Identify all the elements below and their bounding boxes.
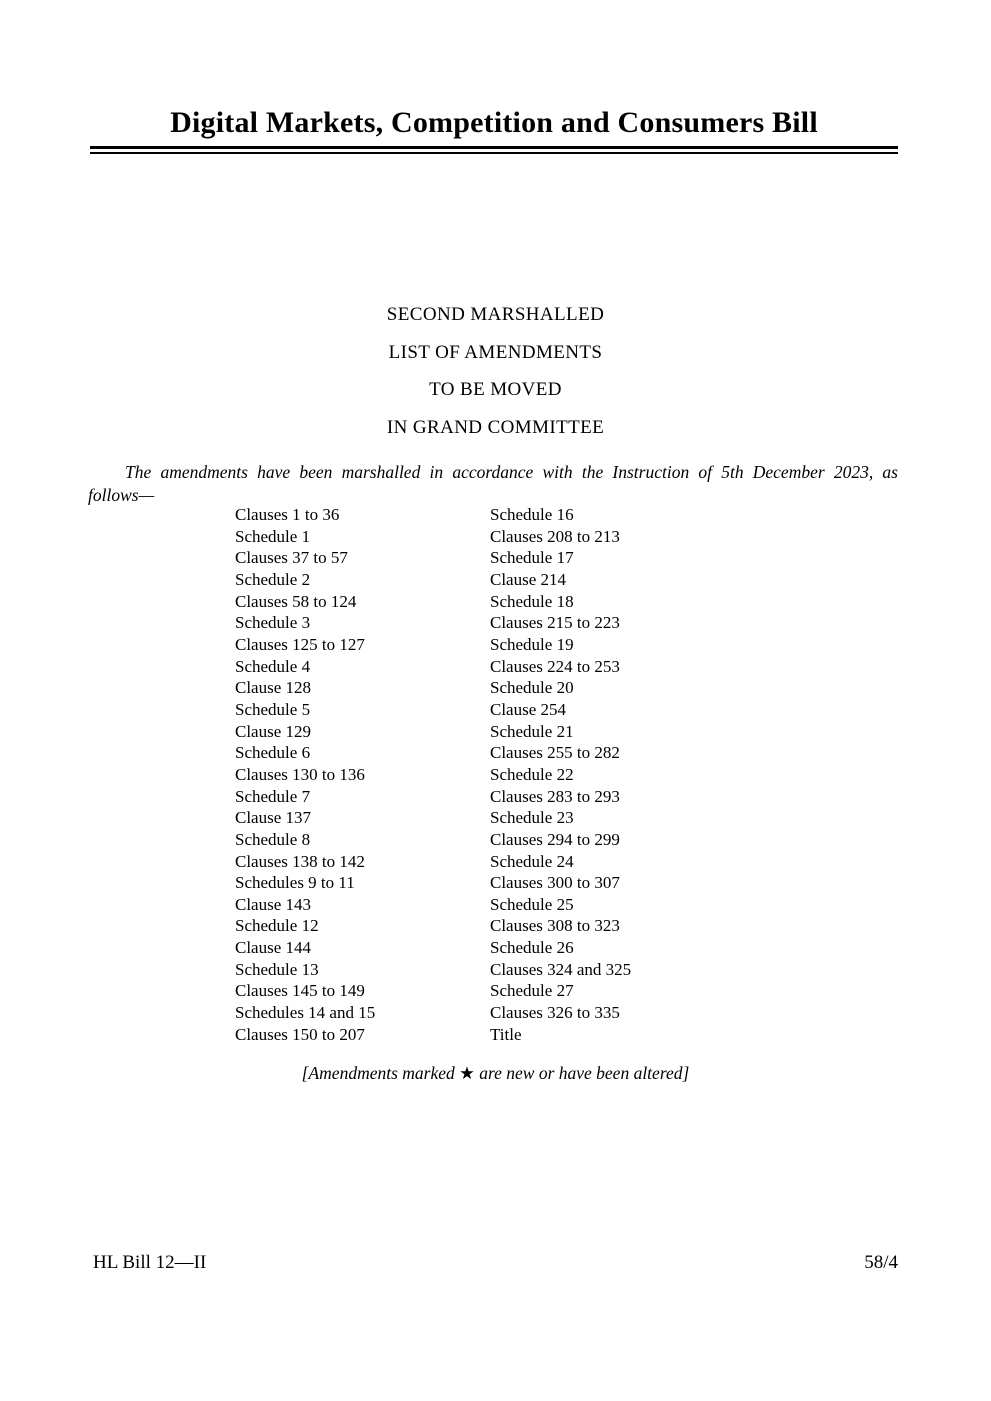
order-item: Clauses 208 to 213 — [490, 526, 620, 546]
order-item: Clauses 300 to 307 — [490, 873, 620, 893]
order-item: Schedule 13 — [235, 959, 319, 979]
order-item: Clauses 125 to 127 — [235, 634, 365, 654]
order-item: Title — [490, 1024, 522, 1044]
order-item: Clause 214 — [490, 569, 567, 589]
marshalling-right-column — [490, 504, 810, 1045]
order-item: Schedule 22 — [490, 764, 574, 784]
order-item: Clauses 37 to 57 — [235, 548, 348, 568]
order-item: Clauses 308 to 323 — [490, 916, 620, 936]
order-item: Clauses 324 and 325 — [490, 959, 632, 979]
bill-reference: HL Bill 12—II — [93, 1252, 207, 1273]
order-item: Schedule 1 — [235, 526, 311, 546]
heading-line: SECOND MARSHALLED — [386, 304, 605, 325]
order-item: Schedule 26 — [490, 938, 574, 958]
order-item: Clauses 145 to 149 — [235, 981, 365, 1001]
amendments-star-note: [Amendments marked ★ are new or have been altered] — [301, 1063, 690, 1083]
order-item: Schedule 2 — [235, 569, 311, 589]
order-item: Clauses 255 to 282 — [490, 743, 620, 763]
order-item: Schedule 7 — [235, 786, 311, 806]
bill-title: Digital Markets, Competition and Consumers Bill — [170, 106, 818, 139]
order-item: Schedule 24 — [490, 851, 574, 871]
order-item: Clause 129 — [235, 721, 312, 741]
order-item: Clauses 294 to 299 — [490, 829, 620, 849]
order-item: Clause 137 — [235, 808, 312, 828]
order-item: Clause 254 — [490, 699, 567, 719]
order-item: Schedule 17 — [490, 548, 574, 568]
order-item: Schedule 20 — [490, 678, 574, 698]
order-item: Clauses 130 to 136 — [235, 764, 365, 784]
order-item: Clauses 138 to 142 — [235, 851, 365, 871]
marshalling-instruction — [88, 461, 898, 506]
order-item: Clauses 326 to 335 — [490, 1003, 620, 1023]
order-item: Schedule 3 — [235, 613, 311, 633]
order-item: Clauses 1 to 36 — [235, 505, 340, 524]
order-item: Schedule 19 — [490, 634, 574, 654]
order-item: Schedule 4 — [235, 656, 311, 676]
order-item: Schedules 14 and 15 — [235, 1003, 376, 1023]
document-headings — [0, 296, 991, 446]
order-item: Clauses 58 to 124 — [235, 591, 357, 611]
order-item: Schedule 25 — [490, 894, 574, 914]
order-item: Schedule 5 — [235, 699, 311, 719]
bill-title-block — [90, 106, 898, 154]
order-item: Clause 143 — [235, 894, 312, 914]
order-item: Schedule 18 — [490, 591, 574, 611]
order-item: Schedule 8 — [235, 829, 311, 849]
order-item: Clauses 283 to 293 — [490, 786, 620, 806]
marshalling-left-column — [235, 504, 490, 1045]
order-item: Schedule 12 — [235, 916, 319, 936]
order-item: Clauses 215 to 223 — [490, 613, 620, 633]
title-double-rule — [90, 146, 898, 154]
page-reference: 58/4 — [864, 1252, 898, 1273]
order-item: Schedule 21 — [490, 721, 574, 741]
order-item: Schedule 6 — [235, 743, 311, 763]
page-footer — [93, 1252, 898, 1274]
instruction-line-2: follows— — [88, 484, 155, 505]
order-item: Clauses 224 to 253 — [490, 656, 620, 676]
instruction-line-1: The amendments have been marshalled in accordance with the Instruction of 5th December 2023, as — [125, 462, 898, 482]
heading-line: TO BE MOVED — [429, 379, 562, 400]
order-item: Schedules 9 to 11 — [235, 873, 355, 893]
order-item: Schedule 16 — [490, 505, 574, 524]
heading-line: IN GRAND COMMITTEE — [386, 416, 605, 438]
order-item: Clauses 150 to 207 — [235, 1024, 365, 1044]
heading-line: LIST OF AMENDMENTS — [388, 341, 603, 363]
order-item: Schedule 27 — [490, 981, 574, 1001]
order-item: Clause 144 — [235, 938, 312, 958]
order-item: Clause 128 — [235, 678, 312, 698]
order-item: Schedule 23 — [490, 808, 574, 828]
